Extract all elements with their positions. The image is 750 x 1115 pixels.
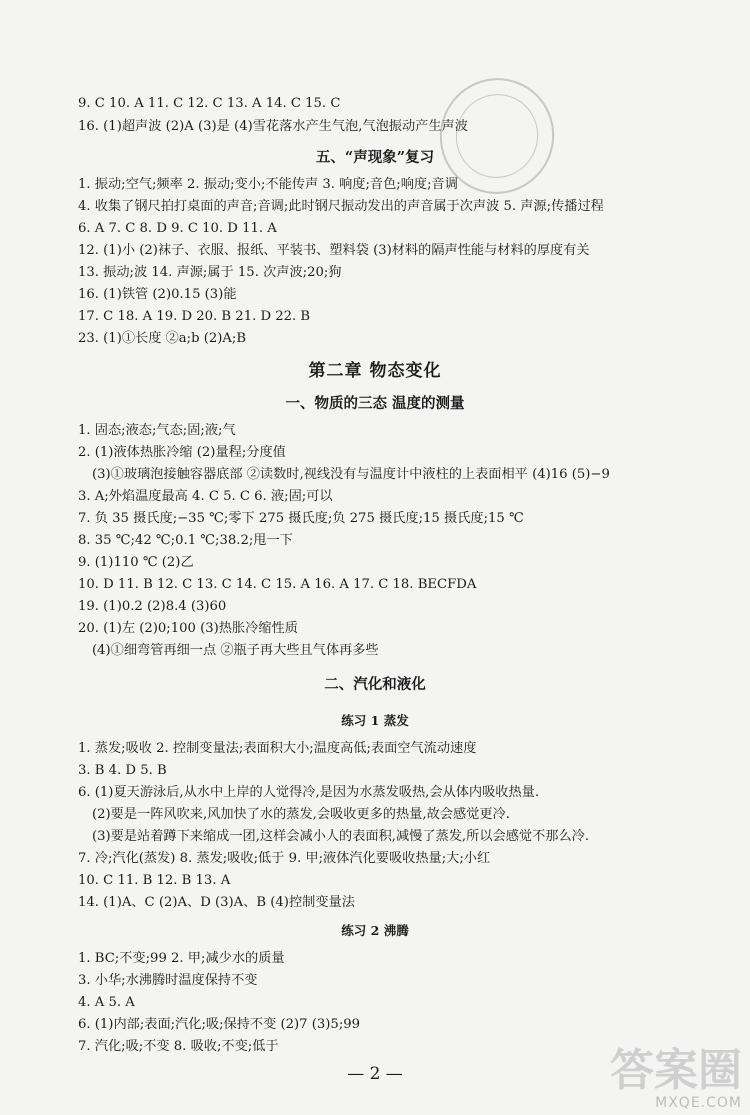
answer-line: 1. 蒸发;吸收 2. 控制变量法;表面积大小;温度高低;表面空气流动速度 (78, 741, 477, 756)
answer-line: 7. 冷;汽化(蒸发) 8. 蒸发;吸收;低于 9. 甲;液体汽化要吸收热量;大;小红 (78, 851, 491, 866)
answer-line: 1. 振动;空气;频率 2. 振动;变小;不能传声 3. 响度;音色;响度;音调 (78, 177, 458, 192)
chapter-title: 第二章 物态变化 (308, 361, 442, 381)
watermark-logo: 答案圈 (610, 1045, 742, 1096)
answer-line: 4. A 5. A (78, 995, 135, 1010)
answer-line: 9. (1)110 ℃ (2)乙 (78, 555, 194, 570)
answer-line: 14. (1)A、C (2)A、D (3)A、B (4)控制变量法 (78, 895, 355, 910)
answer-line: 6. A 7. C 8. D 9. C 10. D 11. A (78, 221, 277, 236)
answer-line: 17. C 18. A 19. D 20. B 21. D 22. B (78, 309, 311, 324)
answer-line: (3)①玻璃泡接触容器底部 ②读数时,视线没有与温度计中液柱的上表面相平 (4)16 (5)−9 (92, 467, 610, 482)
answer-line: 8. 35 ℃;42 ℃;0.1 ℃;38.2;甩一下 (78, 533, 293, 548)
watermark-url: MXQE.COM (655, 1095, 742, 1111)
answer-line: 10. C 11. B 12. B 13. A (78, 873, 231, 888)
answer-line: 1. 固态;液态;气态;固;液;气 (78, 423, 236, 438)
answer-line: 4. 收集了钢尺拍打桌面的声音;音调;此时钢尺振动发出的声音属于次声波 5. 声源;传播过程 (78, 199, 604, 214)
section-heading: 二、汽化和液化 (324, 676, 426, 693)
answer-line: 3. B 4. D 5. B (78, 763, 167, 778)
practice-heading: 练习 2 沸腾 (341, 923, 409, 938)
answer-line: 7. 负 35 摄氏度;−35 ℃;零下 275 摄氏度;负 275 摄氏度;15 摄氏度;15 ℃ (78, 511, 524, 526)
answer-line: 3. A;外焰温度最高 4. C 5. C 6. 液;固;可以 (78, 489, 333, 504)
answer-line: 7. 汽化;吸;不变 8. 吸收;不变;低于 (78, 1039, 279, 1054)
answer-line: (3)要是站着蹲下来缩成一团,这样会减小人的表面积,减慢了蒸发,所以会感觉不那么冷. (92, 829, 590, 844)
answer-line: 6. (1)夏天游泳后,从水中上岸的人觉得冷,是因为水蒸发吸热,会从体内吸收热量. (78, 785, 540, 800)
answer-line: 1. BC;不变;99 2. 甲;减少水的质量 (78, 951, 285, 966)
answer-line: (4)①细弯管再细一点 ②瓶子再大些且气体再多些 (92, 643, 379, 658)
answer-line: 19. (1)0.2 (2)8.4 (3)60 (78, 599, 227, 614)
answer-line: 9. C 10. A 11. C 12. C 13. A 14. C 15. C (78, 96, 341, 111)
practice-heading: 练习 1 蒸发 (341, 713, 409, 728)
answer-line: 20. (1)左 (2)0;100 (3)热胀冷缩性质 (78, 621, 298, 636)
answer-line: 10. D 11. B 12. C 13. C 14. C 15. A 16. A 17. C 18. BECFDA (78, 577, 477, 592)
page-number: — 2 — (347, 1064, 403, 1084)
answer-line: 2. (1)液体热胀冷缩 (2)量程;分度值 (78, 445, 286, 460)
watermark (610, 1047, 742, 1111)
answer-line: 13. 振动;波 14. 声源;属于 15. 次声波;20;狗 (78, 265, 342, 280)
answer-line: 3. 小华;水沸腾时温度保持不变 (78, 973, 258, 988)
section-heading: 五、“声现象”复习 (315, 149, 435, 166)
section-heading: 一、物质的三态 温度的测量 (285, 395, 465, 412)
answer-line: 6. (1)内部;表面;汽化;吸;保持不变 (2)7 (3)5;99 (78, 1017, 361, 1032)
answer-line: (2)要是一阵风吹来,风加快了水的蒸发,会吸收更多的热量,故会感觉更冷. (92, 807, 510, 822)
answer-line: 16. (1)铁管 (2)0.15 (3)能 (78, 287, 237, 302)
answer-line: 16. (1)超声波 (2)A (3)是 (4)雪花落水产生气泡,气泡振动产生声波 (78, 119, 468, 134)
answer-line: 23. (1)①长度 ②a;b (2)A;B (78, 331, 247, 346)
answer-line: 12. (1)小 (2)袜子、衣服、报纸、平装书、塑料袋 (3)材料的隔声性能与材料的厚度有关 (78, 243, 590, 258)
